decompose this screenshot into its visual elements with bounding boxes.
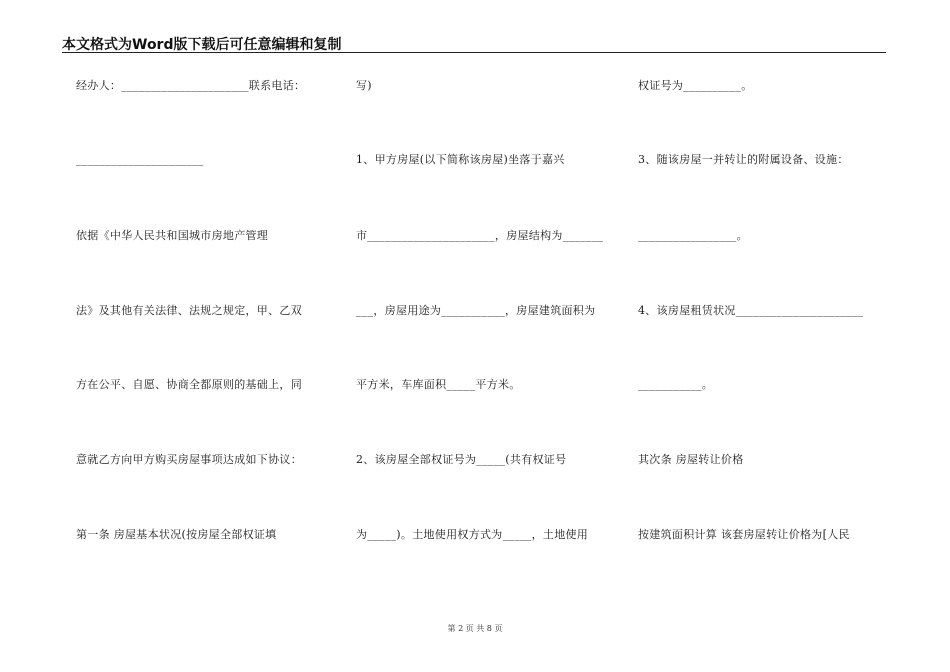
text-line: 市______________________，房屋结构为_______ bbox=[356, 229, 604, 242]
text-line: ___，房屋用途为___________，房屋建筑面积为 bbox=[356, 304, 596, 317]
text-line: 经办人：______________________联系电话： bbox=[76, 79, 306, 92]
text-line: 其次条 房屋转让价格 bbox=[638, 453, 744, 466]
text-line: 1、甲方房屋(以下简称该房屋)坐落于嘉兴 bbox=[356, 153, 565, 166]
text-line: 依据《中华人民共和国城市房地产管理 bbox=[76, 229, 269, 242]
page-header-title: 本文格式为Word版下载后可任意编辑和复制 bbox=[62, 37, 342, 53]
text-line: 按建筑面积计算 该套房屋转让价格为[人民 bbox=[638, 528, 850, 541]
text-line: 平方米，车库面积_____平方米。 bbox=[356, 378, 521, 391]
text-line: 意就乙方向甲方购买房屋事项达成如下协议： bbox=[76, 453, 302, 466]
text-line: _________________。 bbox=[638, 229, 748, 242]
header-divider bbox=[62, 52, 886, 53]
text-line: 为_____)。土地使用权方式为_____，土地使用 bbox=[356, 528, 589, 541]
text-line: 第一条 房屋基本状况(按房屋全部权证填 bbox=[76, 528, 277, 541]
text-line: 法》及其他有关法律、法规之规定，甲、乙双 bbox=[76, 304, 302, 317]
page-number: 第 2 页 共 8 页 bbox=[447, 624, 503, 633]
text-line: 写) bbox=[356, 79, 372, 92]
text-line: 2、该房屋全部权证号为_____(共有权证号 bbox=[356, 453, 567, 466]
text-line: 4、该房屋租赁状况______________________ bbox=[638, 304, 864, 317]
text-line: ______________________ bbox=[76, 153, 204, 166]
text-line: 权证号为__________。 bbox=[638, 79, 753, 92]
text-line: 方在公平、自愿、协商全都原则的基础上，同 bbox=[76, 378, 302, 391]
text-line: ___________。 bbox=[638, 378, 714, 391]
text-line: 3、随该房屋一并转让的附属设备、设施： bbox=[638, 153, 849, 166]
